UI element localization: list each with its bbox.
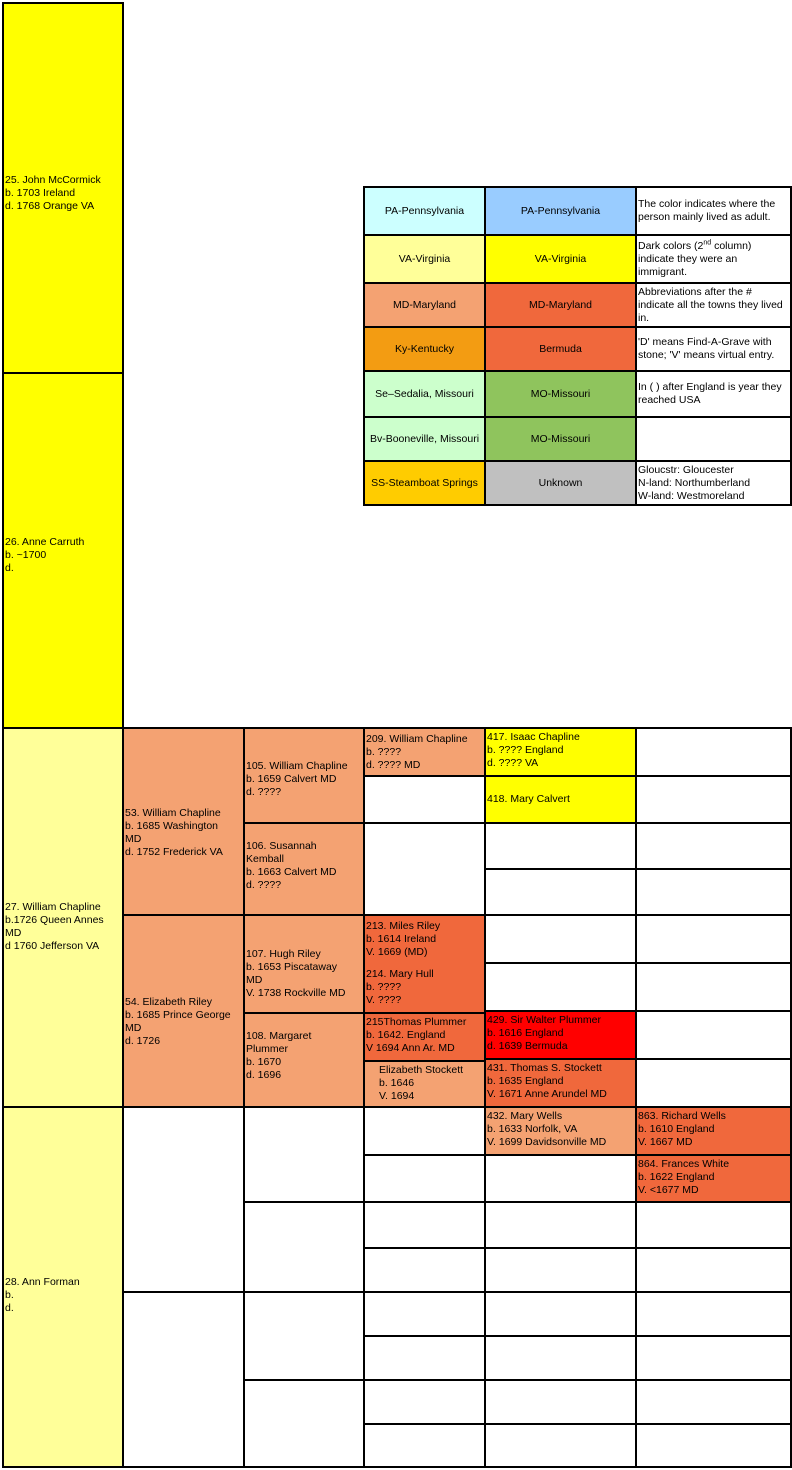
person-cell-216 (363, 1060, 486, 1108)
person-27-text: 27. William Chapline b.1726 Queen Annes MD d 1760 Jefferson VA (5, 901, 104, 952)
person-cell-213-214 (363, 914, 486, 1014)
empty-cell (484, 822, 637, 870)
empty-cell (635, 1335, 792, 1381)
legend-light-steamboat-springs: SS-Steamboat Springs (363, 460, 486, 506)
legend-note-abbreviations: Abbreviations after the # indicate all the towns they lived in. (635, 282, 792, 328)
person-108-text: 108. Margaret Plummer b. 1670 d. 1696 (246, 1030, 312, 1081)
person-213-text: 213. Miles Riley b. 1614 Ireland V. 1669 (MD) (366, 920, 441, 958)
empty-cell (635, 1247, 792, 1293)
person-417-text: 417. Isaac Chapline b. ???? England d. ???? VA (487, 731, 580, 769)
person-431-text: 431. Thomas S. Stockett b. 1635 England V. 1671 Anne Arundel MD (487, 1062, 607, 1100)
person-cell-432 (484, 1106, 637, 1156)
legend-light-kentucky: Ky-Kentucky (363, 326, 486, 372)
empty-cell (243, 1291, 365, 1381)
person-432-text: 432. Mary Wells b. 1633 Norfolk, VA V. 1699 Davidsonville MD (487, 1110, 607, 1148)
person-cell-863 (635, 1106, 792, 1156)
legend-note-color-meaning: The color indicates where the person mainly lived as adult. (635, 186, 792, 236)
legend-dark-unknown: Unknown (484, 460, 637, 506)
empty-cell (363, 1423, 486, 1468)
person-cell-418 (484, 775, 637, 824)
empty-cell (484, 868, 637, 916)
empty-cell (484, 1335, 637, 1381)
legend-dark-virginia: VA-Virginia (484, 234, 637, 284)
empty-cell (363, 822, 486, 916)
person-cell-431 (484, 1058, 637, 1108)
person-cell-105 (243, 727, 365, 824)
person-215-text: 215Thomas Plummer b. 1642. England V 1694 Ann Ar. MD (366, 1016, 467, 1054)
empty-cell (484, 1201, 637, 1249)
person-cell-25 (2, 2, 124, 374)
legend-dark-missouri: MO-Missouri (484, 370, 637, 418)
legend-light-pennsylvania: PA-Pennsylvania (363, 186, 486, 236)
legend-dark-maryland: MD-Maryland (484, 282, 637, 328)
legend-dark-pennsylvania: PA-Pennsylvania (484, 186, 637, 236)
person-25-text: 25. John McCormick b. 1703 Ireland d. 1768 Orange VA (5, 174, 101, 212)
person-863-text: 863. Richard Wells b. 1610 England V. 1667 MD (638, 1110, 726, 1148)
empty-cell (635, 1010, 792, 1060)
empty-cell (122, 1106, 245, 1293)
empty-cell (635, 775, 792, 824)
empty-cell (363, 1379, 486, 1425)
legend-dark-missouri-2: MO-Missouri (484, 416, 637, 462)
person-53-text: 53. William Chapline b. 1685 Washington MD d. 1752 Frederick VA (125, 807, 223, 858)
empty-cell (635, 727, 792, 777)
person-cell-429 (484, 1010, 637, 1060)
legend-note-find-a-grave: 'D' means Find-A-Grave with stone; 'V' means virtual entry. (635, 326, 792, 372)
empty-cell (363, 1291, 486, 1337)
legend-note-immigrant (635, 234, 792, 284)
empty-cell (363, 1106, 486, 1156)
empty-cell (484, 1154, 637, 1203)
person-864-text: 864. Frances White b. 1622 England V. <1677 MD (638, 1158, 730, 1196)
empty-cell (635, 1291, 792, 1337)
person-cell-27 (2, 727, 124, 1108)
legend-light-virginia: VA-Virginia (363, 234, 486, 284)
empty-cell (635, 822, 792, 870)
empty-cell (484, 1291, 637, 1337)
empty-cell (122, 1291, 245, 1468)
person-26-text: 26. Anne Carruth b. ~1700 d. (5, 536, 85, 574)
empty-cell (363, 1335, 486, 1381)
empty-cell (635, 914, 792, 964)
person-cell-53 (122, 727, 245, 916)
person-105-text: 105. William Chapline b. 1659 Calvert MD d. ???? (246, 760, 348, 798)
empty-cell (635, 1423, 792, 1468)
empty-cell (484, 962, 637, 1012)
person-209-text: 209. William Chapline b. ???? d. ???? MD (366, 733, 468, 771)
legend-note-immigrant-text: Dark colors (2nd column) indicate they were an immigrant. (638, 239, 752, 278)
legend-light-sedalia: Se–Sedalia, Missouri (363, 370, 486, 418)
empty-cell (484, 1379, 637, 1425)
person-418-text: 418. Mary Calvert (487, 793, 570, 805)
legend-note-empty (635, 416, 792, 462)
person-cell-106 (243, 822, 365, 916)
legend-light-maryland: MD-Maryland (363, 282, 486, 328)
empty-cell (484, 1247, 637, 1293)
person-106-text: 106. Susannah Kemball b. 1663 Calvert MD d. ???? (246, 840, 337, 891)
empty-cell (243, 1106, 365, 1203)
empty-cell (243, 1201, 365, 1293)
person-107-text: 107. Hugh Riley b. 1653 Piscataway MD V. 1738 Rockville MD (246, 948, 346, 999)
person-cell-28 (2, 1106, 124, 1468)
person-214-text: 214. Mary Hull b. ???? V. ???? (366, 968, 434, 1006)
person-429-text: 429. Sir Walter Plummer b. 1616 England d. 1639 Bermuda (487, 1014, 601, 1052)
person-cell-417 (484, 727, 637, 777)
legend-dark-bermuda: Bermuda (484, 326, 637, 372)
empty-cell (635, 1201, 792, 1249)
empty-cell (363, 1154, 486, 1203)
empty-cell (635, 962, 792, 1012)
empty-cell (363, 1247, 486, 1293)
legend-note-county-abbreviations: Gloucstr: Gloucester N-land: Northumberland W-land: Westmoreland (635, 460, 792, 506)
person-54-text: 54. Elizabeth Riley b. 1685 Prince George MD d. 1726 (125, 996, 231, 1047)
person-cell-54 (122, 914, 245, 1108)
legend-light-booneville: Bv-Booneville, Missouri (363, 416, 486, 462)
empty-cell (243, 1379, 365, 1468)
empty-cell (484, 1423, 637, 1468)
person-cell-26 (2, 372, 124, 729)
empty-cell (635, 868, 792, 916)
empty-cell (363, 775, 486, 824)
person-cell-215 (363, 1012, 486, 1062)
empty-cell (484, 914, 637, 964)
person-cell-108 (243, 1012, 365, 1108)
empty-cell (363, 1201, 486, 1249)
person-cell-107 (243, 914, 365, 1014)
person-cell-864 (635, 1154, 792, 1203)
legend-note-england-year: In ( ) after England is year they reached USA (635, 370, 792, 418)
person-cell-209 (363, 727, 486, 777)
person-216-text: Elizabeth Stockett b. 1646 V. 1694 (379, 1064, 464, 1102)
empty-cell (635, 1379, 792, 1425)
empty-cell (635, 1058, 792, 1108)
person-28-text: 28. Ann Forman b. d. (5, 1276, 80, 1314)
